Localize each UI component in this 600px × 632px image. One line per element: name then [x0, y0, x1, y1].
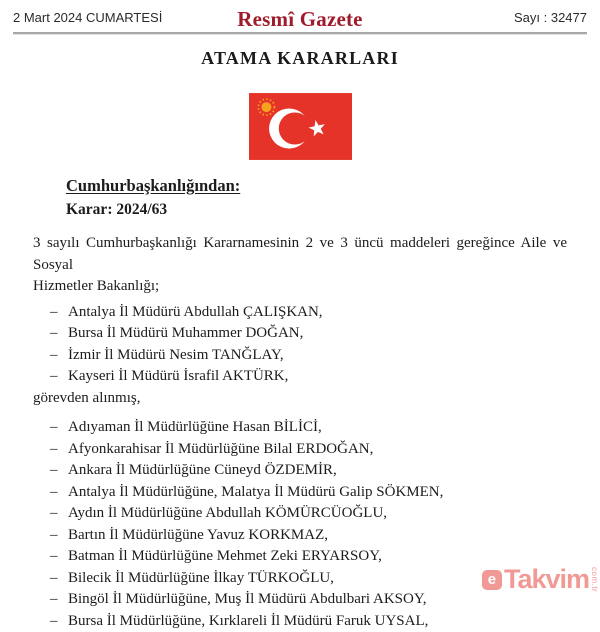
dismissed-officials-list	[33, 302, 567, 388]
takvim-logo-icon: e	[482, 570, 502, 590]
body-paragraph-line-2: Hizmetler Bakanlığı;	[33, 276, 567, 298]
header-divider	[13, 32, 587, 34]
list-item-text: Ankara İl Müdürlüğüne Cüneyd ÖZDEMİR,	[68, 460, 567, 482]
list-item-text: Batman İl Müdürlüğüne Mehmet Zeki ERYARSOY,	[68, 546, 567, 568]
list-item	[33, 345, 567, 367]
body-paragraph-line-1: 3 sayılı Cumhurbaşkanlığı Kararnamesinin 2 ve 3 üncü maddeleri gereğince Aile ve Sosyal	[33, 233, 567, 276]
issuing-authority: Cumhurbaşkanlığından:	[66, 176, 600, 196]
gazette-header	[0, 0, 600, 25]
list-item-text: Bartın İl Müdürlüğüne Yavuz KORKMAZ,	[68, 525, 567, 547]
dash-bullet: –	[50, 302, 68, 324]
dash-bullet: –	[50, 525, 68, 547]
dash-bullet: –	[50, 611, 68, 632]
list-item-text: Bursa İl Müdürlüğüne, Kırklareli İl Müdürü Faruk UYSAL,	[68, 611, 567, 632]
takvim-domain-suffix: com.tr	[590, 567, 599, 592]
dash-bullet: –	[50, 568, 68, 590]
gazette-title: Resmî Gazete	[0, 7, 600, 32]
issue-date: 2 Mart 2024 CUMARTESİ	[13, 10, 162, 25]
dash-bullet: –	[50, 345, 68, 367]
list-item-text: Antalya İl Müdürü Abdullah ÇALIŞKAN,	[68, 302, 567, 324]
dash-bullet: –	[50, 546, 68, 568]
turkish-flag	[249, 93, 352, 160]
list-item	[33, 568, 567, 590]
spacer	[33, 409, 567, 413]
dash-bullet: –	[50, 482, 68, 504]
turkish-flag-graphic	[249, 93, 352, 160]
list-item-text: Bursa İl Müdürü Muhammer DOĞAN,	[68, 323, 567, 345]
dash-bullet: –	[50, 589, 68, 611]
list-item-text: Aydın İl Müdürlüğüne Abdullah KÖMÜRCÜOĞLU,	[68, 503, 567, 525]
list-item-text: İzmir İl Müdürü Nesim TANĞLAY,	[68, 345, 567, 367]
list-item-text: Afyonkarahisar İl Müdürlüğüne Bilal ERDOĞAN,	[68, 439, 567, 461]
list-item	[33, 439, 567, 461]
list-item-text: Adıyaman İl Müdürlüğüne Hasan BİLİCİ,	[68, 417, 567, 439]
dash-bullet: –	[50, 439, 68, 461]
list-item	[33, 503, 567, 525]
list-item-text: Antalya İl Müdürlüğüne, Malatya İl Müdürü Galip SÖKMEN,	[68, 482, 567, 504]
dismissal-note: görevden alınmış,	[33, 388, 567, 410]
list-item	[33, 366, 567, 388]
section-title: ATAMA KARARLARI	[0, 48, 600, 69]
issue-number: Sayı : 32477	[514, 10, 587, 25]
dash-bullet: –	[50, 323, 68, 345]
dash-bullet: –	[50, 417, 68, 439]
decision-number: Karar: 2024/63	[66, 201, 600, 219]
dash-bullet: –	[50, 366, 68, 388]
list-item	[33, 546, 567, 568]
list-item	[33, 525, 567, 547]
dash-bullet: –	[50, 460, 68, 482]
list-item	[33, 323, 567, 345]
list-item	[33, 302, 567, 324]
list-item	[33, 417, 567, 439]
takvim-logo-text: Takvim	[504, 564, 589, 595]
list-item	[33, 482, 567, 504]
list-item	[33, 460, 567, 482]
list-item-text: Kayseri İl Müdürü İsrafil AKTÜRK,	[68, 366, 567, 388]
list-item	[33, 611, 567, 632]
decision-body	[33, 233, 567, 632]
dash-bullet: –	[50, 503, 68, 525]
list-item-text: Bingöl İl Müdürlüğüne, Muş İl Müdürü Abdulbari AKSOY,	[68, 589, 567, 611]
list-item-text: Bilecik İl Müdürlüğüne İlkay TÜRKOĞLU,	[68, 568, 567, 590]
